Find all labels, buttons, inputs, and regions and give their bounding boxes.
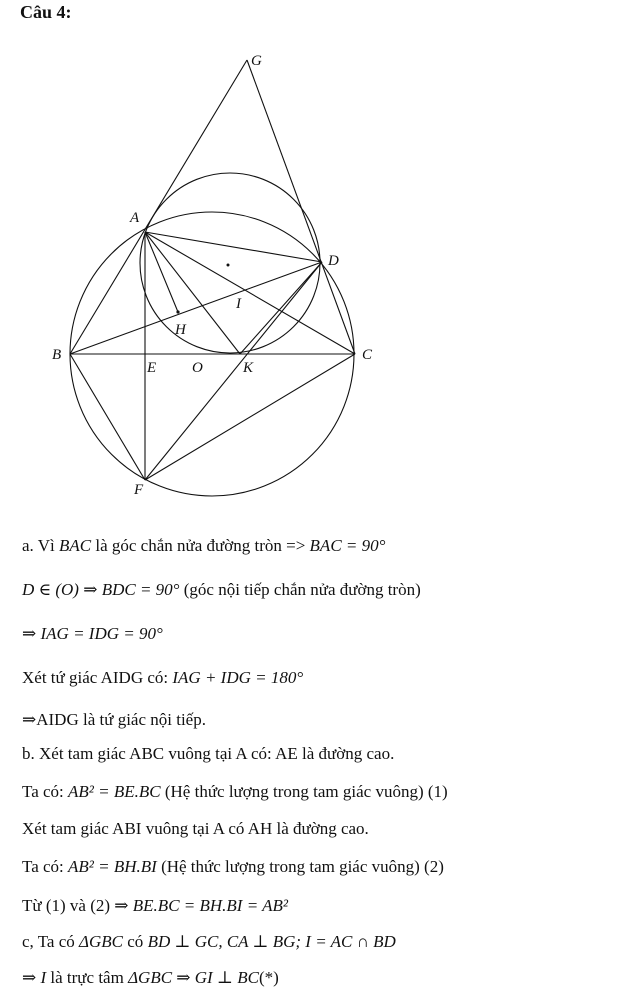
label-o: O bbox=[192, 360, 203, 376]
math: ⇒ IAG = IDG = 90° bbox=[22, 624, 163, 643]
label-h: H bbox=[175, 322, 186, 338]
segment-dk bbox=[240, 262, 322, 354]
solution-line-2 bbox=[22, 580, 421, 600]
question-heading: Câu 4: bbox=[20, 2, 72, 22]
solution-line-4 bbox=[22, 668, 303, 688]
math: BD ⊥ GC, CA ⊥ BG; I = AC ∩ BD bbox=[147, 932, 396, 951]
solution-line-1 bbox=[22, 536, 385, 556]
point-h bbox=[176, 310, 179, 313]
text: ⇒AIDG là tứ giác nội tiếp. bbox=[22, 710, 206, 729]
math: IAG + IDG = 180° bbox=[172, 668, 304, 687]
math: BAC bbox=[59, 536, 92, 555]
segment-ah bbox=[145, 232, 178, 312]
label-a: A bbox=[130, 210, 140, 226]
text: là góc chắn nửa đường tròn => bbox=[91, 536, 310, 555]
text: Ta có: bbox=[22, 782, 69, 801]
math: ⇒ BE.BC = BH.BI = AB² bbox=[114, 896, 288, 915]
text: b. Xét tam giác ABC vuông tại A có: AE là đường cao. bbox=[22, 744, 395, 763]
solution-line-3 bbox=[22, 624, 163, 644]
solution-line-6 bbox=[22, 744, 394, 764]
math: AB² = BE.BC bbox=[68, 782, 161, 801]
solution-line-8 bbox=[22, 819, 369, 839]
text: là trực tâm bbox=[46, 968, 129, 987]
math: ΔGBC ⇒ GI ⊥ BC bbox=[128, 968, 259, 987]
label-k: K bbox=[243, 360, 254, 376]
text: a. Vì bbox=[22, 536, 59, 555]
label-e: E bbox=[147, 360, 157, 376]
solution-line-10 bbox=[22, 896, 288, 916]
center-dot bbox=[227, 264, 230, 267]
label-d: D bbox=[328, 253, 339, 269]
segment-gc bbox=[247, 60, 355, 354]
solution-line-9 bbox=[22, 857, 444, 877]
math: ΔGBC bbox=[79, 932, 124, 951]
text: (*) bbox=[258, 968, 279, 987]
circle-aidg bbox=[140, 173, 320, 353]
text: (góc nội tiếp chắn nửa đường tròn) bbox=[179, 580, 421, 599]
text: (Hệ thức lượng trong tam giác vuông) (1) bbox=[160, 782, 448, 801]
label-f: F bbox=[134, 482, 144, 498]
text: Xét tam giác ABI vuông tại A có AH là đường cao. bbox=[22, 819, 369, 838]
label-i: I bbox=[236, 296, 241, 312]
text: Xét tứ giác AIDG có: bbox=[22, 668, 173, 687]
segment-gb bbox=[70, 60, 247, 354]
math: AB² = BH.BI bbox=[68, 857, 157, 876]
text: có bbox=[123, 932, 148, 951]
solution-line-12 bbox=[22, 968, 279, 988]
math: BAC = 90° bbox=[309, 536, 386, 555]
label-g: G bbox=[251, 53, 262, 69]
solution-line-7 bbox=[22, 782, 448, 802]
segment-fb bbox=[70, 354, 145, 480]
label-c: C bbox=[362, 347, 373, 363]
math: D ∈ (O) ⇒ BDC = 90° bbox=[22, 580, 180, 599]
solution-line-11 bbox=[22, 932, 396, 952]
segment-ak bbox=[145, 232, 240, 354]
text: (Hệ thức lượng trong tam giác vuông) (2) bbox=[156, 857, 444, 876]
text: c, Ta có bbox=[22, 932, 80, 951]
text: Từ (1) và (2) bbox=[22, 896, 115, 915]
math: ⇒ I bbox=[22, 968, 47, 987]
solution-line-5 bbox=[22, 710, 206, 730]
text: Ta có: bbox=[22, 857, 69, 876]
label-b: B bbox=[52, 347, 62, 363]
